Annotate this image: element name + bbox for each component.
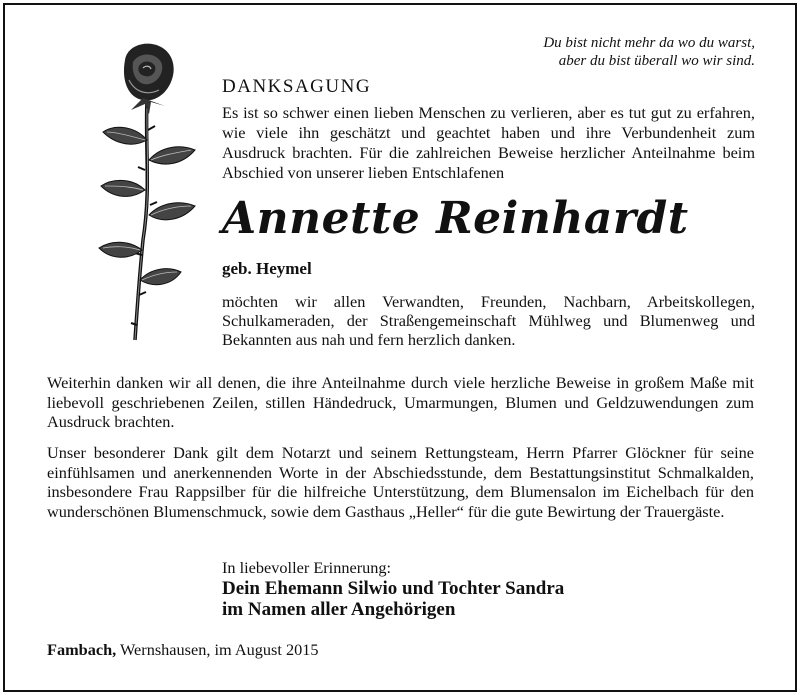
signature-line-2: im Namen aller Angehörigen: [222, 599, 456, 620]
motto-line-1: Du bist nicht mehr da wo du warst,: [543, 35, 755, 51]
motto-line-2: aber du bist überall wo wir sind.: [558, 53, 755, 69]
maiden-name: geb. Heymel: [222, 259, 312, 278]
motto-quote: [500, 34, 755, 70]
thanks-paragraph: möchten wir allen Verwandten, Freunden, Nachbarn, Arbeitskollegen, Schulkameraden, der Straßengemeinschaft Mühlweg und Blumenweg und Bekannten aus nah und fern herzlich danken.: [222, 292, 755, 349]
body-paragraph-2: Unser besonderer Dank gilt dem Notarzt und seinem Rettungsteam, Herrn Pfarrer Glöckner für seine einfühlsamen und anerkennenden Worte in der Abschiedsstunde, dem Bestattungsinstitut Schmalkalden, insbesondere Frau Rappsilber für die hilfreiche Unterstützung, dem Blumensalon im Eichelbach für den wunderschönen Blumenschmuck, sowie dem Gasthaus „Heller“ für die gute Bewirtung der Trauergäste.: [47, 443, 754, 521]
signature-block: [222, 578, 564, 620]
body-paragraph-1: Weiterhin danken wir all denen, die ihre Anteilnahme durch viele herzliche Beweise in großem Maße mit liebevoll geschriebenen Zeilen, stillen Händedruck, Umarmungen, Blumen und Geldzuwendungen zum Ausdruck brachten.: [47, 373, 754, 431]
signature-intro: In liebevoller Erinnerung:: [222, 558, 392, 577]
deceased-name: Annette Reinhardt: [222, 193, 689, 244]
place-date-line: [47, 640, 319, 660]
place-date: Wernshausen, im August 2015: [116, 640, 319, 659]
place-town: Fambach,: [47, 640, 117, 659]
rose-icon: [85, 40, 215, 345]
page-title: DANKSAGUNG: [222, 76, 372, 97]
intro-paragraph: Es ist so schwer einen lieben Menschen zu verlieren, aber es tut gut zu erfahren, wie viele ihn geschätzt und geachtet haben und ihre Verbundenheit zum Ausdruck brachten. Für die zahlreichen Beweise herzlicher Anteilnahme beim Abschied von unserer lieben Entschlafenen: [222, 103, 755, 182]
signature-line-1: Dein Ehemann Silwio und Tochter Sandra: [222, 578, 565, 599]
